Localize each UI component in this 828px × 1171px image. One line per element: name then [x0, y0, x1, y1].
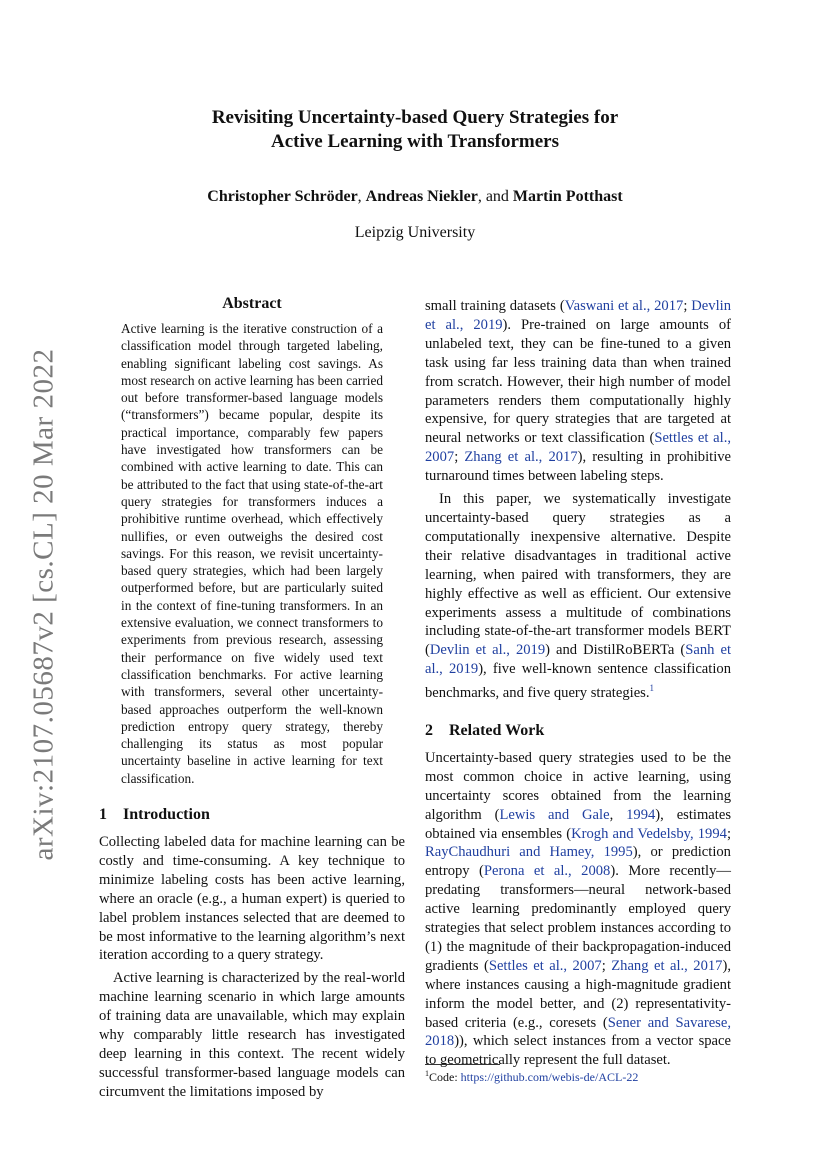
- citation-link[interactable]: Devlin et al., 2019: [429, 642, 546, 659]
- section-heading-related-work: [425, 721, 731, 741]
- citation-link[interactable]: Lewis and Gale: [499, 806, 610, 823]
- text-run: small training datasets (: [425, 298, 565, 314]
- right-paragraph-2: [425, 490, 731, 703]
- section-heading-introduction: [99, 805, 405, 825]
- paper-title: [100, 106, 730, 154]
- text-run: ). Pre-trained on large amounts of unlabeled text, they can be fine-tuned to a given task using far less training data than when trained from scratch. However, their high number of model parameters renders them computationally highly expensive, for query strategies that are targeted at neural networks or text classification (: [425, 316, 731, 447]
- author-3: Martin Potthast: [512, 188, 623, 205]
- citation-link[interactable]: Krogh and Vedelsby, 1994: [571, 825, 727, 842]
- citation-link[interactable]: Settles et al., 2007: [488, 957, 602, 974]
- citation-link[interactable]: 1994: [626, 806, 656, 823]
- footnote-marker[interactable]: 1: [649, 683, 655, 694]
- text-run: ;: [454, 449, 465, 466]
- text-run: ), where instances causing a high-magnitude gradient inform the model better, and (2) representativity-based criteria (e.g., coresets (: [425, 957, 731, 1031]
- abstract-heading: Abstract: [222, 295, 282, 312]
- related-paragraph: [425, 749, 731, 1070]
- section-title: Related Work: [449, 721, 545, 739]
- abstract-text: Active learning is the iterative construction of a classification model through targeted labeling, enabling significant labeling cost savings. As most research on active learning has been carried out before transformer-based language models (“transformers”) became popular, despite its practical importance, comparably few papers have investigated how transformers can be combined with active learning to date. This can be attributed to the fact that using state-of-the-art query strategies for transformers induces a prohibitive runtime overhead, which effectively nullifies, or even outweighs the desired cost savings. For this reason, we revisit uncertainty-based query strategies, which had been largely outperformed before, but are particularly suited in the context of fine-tuning transformers. In an extensive evaluation, we connect transformers to experiments from previous research, assessing their performance on five widely used text classification benchmarks. For active learning with transformers, several other uncertainty-based approaches outperform the well-known prediction entropy query strategy, thereby challenging its status as most popular uncertainty baseline in active learning for text classification.: [121, 321, 383, 786]
- citation-link[interactable]: Sener and Savarese, 2018: [425, 1014, 731, 1050]
- affiliation: Leipzig University: [354, 224, 476, 241]
- author-sep-1: ,: [357, 188, 366, 205]
- section-title: Introduction: [123, 806, 210, 824]
- footnote-label: Code:: [429, 1070, 461, 1084]
- citation-link[interactable]: Devlin et al., 2019: [425, 298, 731, 333]
- author-1: Christopher Schröder: [207, 188, 358, 205]
- right-paragraph-1: [425, 297, 731, 486]
- citation-link[interactable]: Vaswani et al., 2017: [564, 298, 684, 314]
- arxiv-stamp: arXiv:2107.05687v2 [cs.CL] 20 Mar 2022: [27, 348, 60, 861]
- text-run: ,: [609, 806, 627, 823]
- author-sep-2: , and: [477, 188, 513, 205]
- footnote: [425, 1066, 731, 1085]
- intro-paragraph-2: Active learning is characterized by the real-world machine learning scenario in which large amounts of training data are unavailable, which may explain why comparably little research has investigated deep learning in this context. The recent widely successful transformer-based language models can circumvent the limitations imposed by: [99, 970, 405, 1100]
- text-run: ), five well-known sentence classification benchmarks, and five query strategies.: [425, 661, 731, 701]
- footnote-number: 1: [425, 1069, 429, 1078]
- citation-link[interactable]: Settles et al., 2007: [425, 430, 731, 466]
- author-list: [100, 186, 730, 208]
- right-column: [425, 297, 731, 1070]
- text-run: ) and DistilRoBERTa (: [545, 642, 686, 659]
- author-2: Andreas Niekler: [365, 188, 478, 205]
- text-run: ), resulting in prohibitive turnaround times between labeling steps.: [425, 449, 732, 485]
- text-run: ), estimates obtained via ensembles (: [425, 806, 731, 842]
- text-run: ;: [726, 825, 731, 842]
- text-run: ;: [601, 957, 612, 974]
- citation-link[interactable]: Sanh et al., 2019: [425, 642, 731, 678]
- text-run: ;: [683, 298, 692, 314]
- text-run: In this paper, we systematically investigate uncertainty-based query strategies as a computationally inexpensive alternative. Despite their relative disadvantages in traditional active learning, when paired with transformers, they are highly effective as well as efficient. Our extensive experiments assess a multitude of combinations including state-of-the-art transformer models BERT (: [425, 491, 731, 659]
- citation-link[interactable]: Zhang et al., 2017: [611, 957, 723, 974]
- title-line-2: Active Learning with Transformers: [271, 131, 559, 152]
- text-run: ), or prediction entropy (: [425, 844, 731, 880]
- citation-link[interactable]: Perona et al., 2008: [483, 863, 611, 880]
- citation-link[interactable]: Zhang et al., 2017: [464, 449, 578, 466]
- footnote-rule: [425, 1064, 500, 1065]
- text-run: ). More recently—predating transformers—neural network-based active learning predominantly employed query strategies that select problem instances according to (1) the magnitude of their backpropagation-induced gradients (: [425, 863, 731, 974]
- section-number: 1: [99, 806, 107, 824]
- citation-link[interactable]: RayChaudhuri and Hamey, 1995: [425, 844, 633, 861]
- intro-paragraph-1: Collecting labeled data for machine learning can be costly and time-consuming. A key technique to minimize labeling costs has been active learning, where an oracle (e.g., a human expert) is queried to label problem instances selected that are deemed to be most informative to the learning algorithm’s next iteration according to a query strategy.: [99, 834, 405, 964]
- code-url-link[interactable]: https://github.com/webis-de/ACL-22: [460, 1070, 639, 1084]
- left-column: [99, 294, 405, 1102]
- title-line-1: Revisiting Uncertainty-based Query Strategies for: [211, 107, 619, 128]
- text-run: Uncertainty-based query strategies used to be the most common choice in active learning, using uncertainty scores obtained from the learning algorithm (: [425, 749, 731, 823]
- text-run: )), which select instances from a vector space to geometrically represent the full dataset.: [425, 1033, 731, 1069]
- section-number: 2: [425, 721, 433, 739]
